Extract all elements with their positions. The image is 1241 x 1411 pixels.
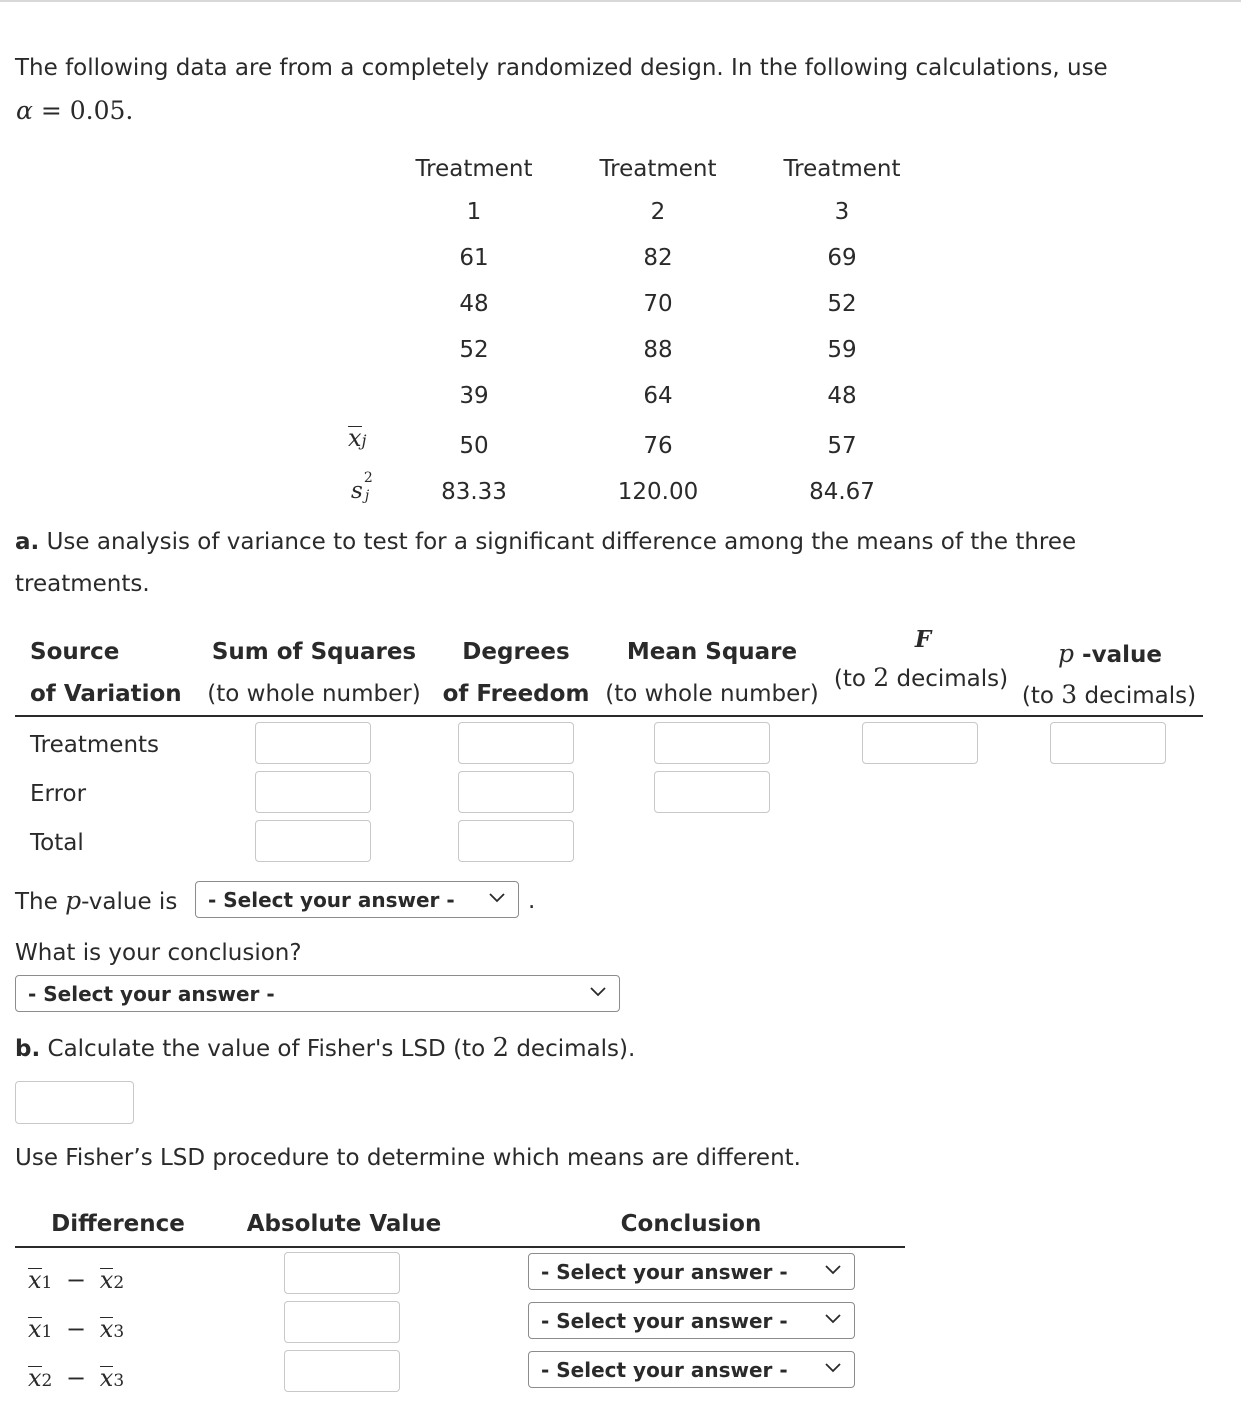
top-divider xyxy=(0,0,1241,2)
absolute-value-input[interactable] xyxy=(284,1301,400,1343)
pvalue-select-value: - Select your answer - xyxy=(208,888,455,912)
df-treatments-input[interactable] xyxy=(458,722,574,764)
df-total-input[interactable] xyxy=(458,820,574,862)
chevron-down-icon xyxy=(488,890,506,906)
ms-error-input[interactable] xyxy=(654,771,770,813)
data-cell: 52 xyxy=(827,291,857,317)
alpha-period: . xyxy=(125,96,134,125)
absolute-value-input[interactable] xyxy=(284,1252,400,1294)
data-cell: 64 xyxy=(643,383,673,409)
anova-header-rule xyxy=(15,715,1203,717)
conclusion-row-select[interactable]: - Select your answer - xyxy=(528,1302,855,1339)
ms-treatments-input[interactable] xyxy=(654,722,770,764)
alpha-value: 0.05 xyxy=(69,96,126,125)
f-value-input[interactable] xyxy=(862,722,978,764)
data-cell: 69 xyxy=(827,245,857,271)
alpha-equals: = xyxy=(40,96,62,125)
df-header: Degrees xyxy=(462,639,570,665)
conclusion-select[interactable] xyxy=(15,975,620,1012)
pvalue-select[interactable] xyxy=(195,881,519,918)
chevron-down-icon xyxy=(589,984,607,1000)
chevron-down-icon xyxy=(824,1262,842,1278)
part-a-question: a. Use analysis of variance to test for a significant difference among the means of the three xyxy=(15,529,1077,555)
p-value-input[interactable] xyxy=(1050,722,1166,764)
data-cell: 52 xyxy=(459,337,489,363)
variance-cell: 120.00 xyxy=(617,479,699,505)
conclusion-header: Conclusion xyxy=(620,1211,762,1237)
difference-label: x2 − x3 xyxy=(28,1364,125,1392)
difference-label: x1 − x3 xyxy=(28,1315,125,1343)
part-a-question-cont: treatments. xyxy=(15,571,150,597)
conclusion-row-select[interactable]: - Select your answer - xyxy=(528,1253,855,1290)
treatment-3-number: 3 xyxy=(834,199,850,225)
sample-variance-label: s 2 j xyxy=(351,470,373,504)
data-cell: 88 xyxy=(643,337,673,363)
df-error-input[interactable] xyxy=(458,771,574,813)
pvalue-question: The p-value is xyxy=(15,886,178,915)
treatment-3-header: Treatment xyxy=(783,156,901,182)
ms-header-2: (to whole number) xyxy=(605,681,819,707)
lsd-input[interactable] xyxy=(15,1081,134,1124)
difference-label: x1 − x2 xyxy=(28,1266,125,1294)
df-header-2: of Freedom xyxy=(442,681,590,707)
alpha-expression xyxy=(16,96,133,125)
conclusion-row-select[interactable]: - Select your answer - xyxy=(528,1351,855,1388)
treatment-2-header: Treatment xyxy=(599,156,717,182)
chevron-down-icon xyxy=(824,1360,842,1376)
mean-cell: 50 xyxy=(459,433,489,459)
conclusion-question: What is your conclusion? xyxy=(15,940,302,966)
chevron-down-icon xyxy=(824,1311,842,1327)
f-header: F xyxy=(914,626,932,653)
part-b-question: b. Calculate the value of Fisher's LSD (to 2 decimals). xyxy=(15,1033,636,1063)
treatment-1-header: Treatment xyxy=(415,156,533,182)
mean-cell: 57 xyxy=(827,433,857,459)
lsd-instruction: Use Fisher’s LSD procedure to determine which means are different. xyxy=(15,1145,801,1171)
conclusion-select-value: - Select your answer - xyxy=(28,982,275,1006)
mean-cell: 76 xyxy=(643,433,673,459)
difference-header: Difference xyxy=(51,1211,185,1237)
sample-mean-label: xj xyxy=(348,424,367,452)
ss-header-2: (to whole number) xyxy=(207,681,421,707)
f-header-2: (to 2 decimals) xyxy=(833,663,1009,692)
data-cell: 82 xyxy=(643,245,673,271)
intro-text: The following data are from a completely randomized design. In the following calculations, use xyxy=(15,55,1108,81)
row-label-treatments: Treatments xyxy=(30,732,160,758)
row-label-error: Error xyxy=(30,781,87,807)
data-cell: 48 xyxy=(827,383,857,409)
data-cell: 48 xyxy=(459,291,489,317)
ss-error-input[interactable] xyxy=(255,771,371,813)
absolute-value-input[interactable] xyxy=(284,1350,400,1392)
p-header: p -value xyxy=(1058,639,1162,668)
data-cell: 59 xyxy=(827,337,857,363)
variance-cell: 83.33 xyxy=(441,479,507,505)
alpha-symbol: α xyxy=(16,96,33,125)
data-cell: 39 xyxy=(459,383,489,409)
pvalue-period: . xyxy=(528,888,536,914)
ss-total-input[interactable] xyxy=(255,820,371,862)
ss-header: Sum of Squares xyxy=(211,639,417,665)
row-label-total: Total xyxy=(30,830,84,856)
absolute-value-header: Absolute Value xyxy=(246,1211,442,1237)
treatment-1-number: 1 xyxy=(466,199,482,225)
ms-header: Mean Square xyxy=(626,639,798,665)
p-header-2: (to 3 decimals) xyxy=(1021,680,1197,709)
data-cell: 70 xyxy=(643,291,673,317)
source-header: Source xyxy=(30,639,120,665)
source-header-2: of Variation xyxy=(30,681,182,707)
ss-treatments-input[interactable] xyxy=(255,722,371,764)
lsd-header-rule xyxy=(15,1246,905,1248)
variance-cell: 84.67 xyxy=(809,479,875,505)
treatment-2-number: 2 xyxy=(650,199,666,225)
data-cell: 61 xyxy=(459,245,489,271)
